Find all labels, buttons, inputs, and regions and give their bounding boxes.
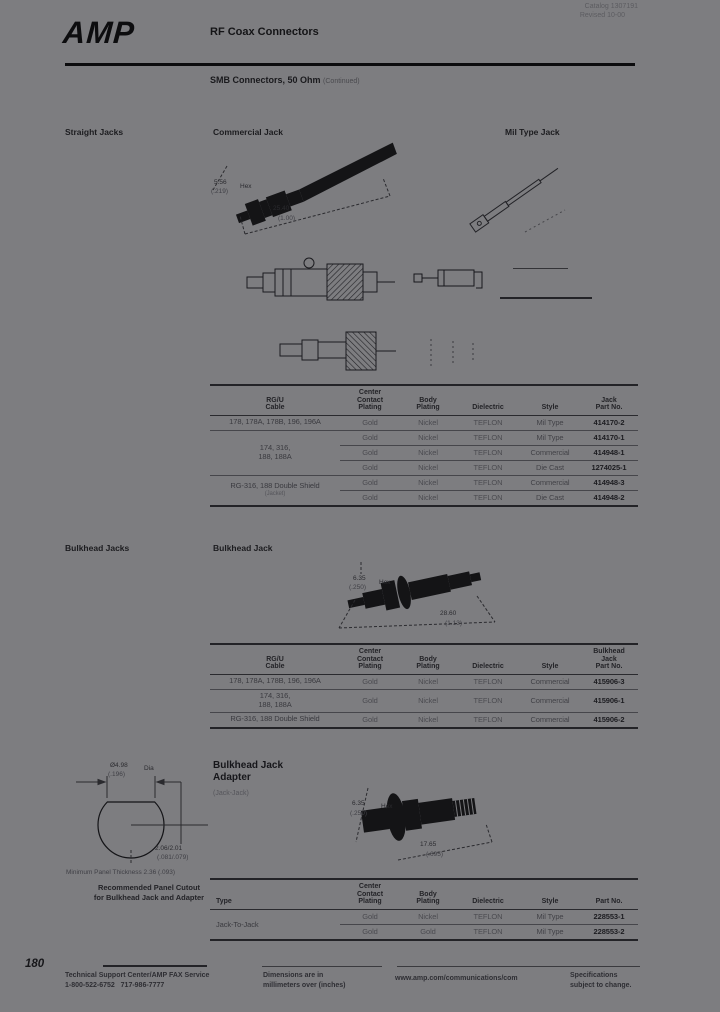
- cell-dielectric: TEFLON: [473, 912, 503, 921]
- dim-cutout-offset-mm: 2.06/2.01: [155, 845, 183, 852]
- cell-body: Nickel: [418, 677, 438, 686]
- col-style: Style: [520, 879, 580, 909]
- dim-cutout-dia-mm: Ø4.98: [110, 762, 128, 769]
- cell-contact: Gold: [362, 418, 378, 427]
- table-row: [210, 712, 638, 728]
- cell-body: Nickel: [400, 475, 456, 490]
- cable-clamp-cross-section: [278, 326, 408, 376]
- hidden-line-marks: [425, 335, 485, 370]
- footer-support-phone: 1-800-522-6752 717-986-7777: [65, 981, 165, 989]
- cell-style: Commercial: [520, 475, 580, 490]
- cell-dielectric: TEFLON: [456, 924, 520, 940]
- commercial-jack-photo: [205, 138, 415, 248]
- cell-dielectric: TEFLON: [456, 475, 520, 490]
- dim-adapter-len-in: (.695): [426, 851, 443, 858]
- catalog-revised: Revised 10-00: [579, 12, 625, 19]
- col-center-contact: Center Contact Plating: [340, 644, 400, 674]
- cell-contact: Gold: [340, 689, 400, 712]
- header-rule: [65, 63, 635, 66]
- section-straight-jacks: Straight Jacks: [65, 127, 124, 137]
- straight-jacks-table: [210, 384, 638, 507]
- table-header-row: [210, 644, 638, 674]
- cell-style: Mil Type: [536, 912, 564, 921]
- col-style: Style: [520, 385, 580, 415]
- cell-dielectric: TEFLON: [456, 445, 520, 460]
- amp-logo: AMP: [61, 15, 137, 50]
- table-row: [210, 415, 638, 430]
- dim-adapter-len-mm: 17.65: [420, 841, 437, 848]
- footer-website: www.amp.com/communications/com: [395, 975, 518, 982]
- cell-cable: 178, 178A, 178B, 196, 196A: [229, 676, 321, 686]
- col-rgu-cable: RG/U Cable: [210, 644, 340, 674]
- cell-cable: 178, 178A, 178B, 196, 196A: [229, 417, 321, 427]
- cutout-caption-line2: for Bulkhead Jack and Adapter: [93, 892, 205, 902]
- adapter-title-line1: Bulkhead Jack: [213, 760, 284, 771]
- dim-cutout-dia-word: Dia: [144, 765, 154, 772]
- cell-contact: Gold: [340, 475, 400, 490]
- dim-cutout-offset-in: (.081/.079): [157, 854, 189, 861]
- dim-bulkhead-len-in: (1.13): [445, 620, 462, 627]
- cell-style: Mil Type: [520, 924, 580, 940]
- table-row: [210, 909, 638, 924]
- col-dielectric: Dielectric: [456, 879, 520, 909]
- dim-commercial-len-in: (1.00): [278, 215, 295, 222]
- table-row: [210, 475, 638, 490]
- jack-outline-drawing: [412, 258, 487, 308]
- cutout-note: Minimum Panel Thickness 2.36 (.093): [66, 869, 175, 876]
- cell-contact: Gold: [362, 677, 378, 686]
- col-bulkhead-part-no: Bulkhead Jack Part No.: [580, 644, 638, 674]
- cell-contact: Gold: [340, 712, 400, 728]
- col-style: Style: [520, 644, 580, 674]
- bulkhead-jacks-table-wrap: [210, 643, 638, 729]
- cell-dielectric: TEFLON: [456, 430, 520, 445]
- col-body-plating: Body Plating: [400, 385, 456, 415]
- col-rgu-cable: RG/U Cable: [210, 385, 340, 415]
- cell-style: Die Cast: [520, 460, 580, 475]
- subtitle-note: (Continued): [323, 78, 360, 85]
- table-row: [210, 674, 638, 689]
- section-bulkhead-jacks: Bulkhead Jacks: [65, 543, 130, 553]
- dim-bulkhead-hex-mm: 6.35: [353, 575, 366, 582]
- cell-style: Mil Type: [536, 418, 564, 427]
- cell-part: 414948-3: [580, 475, 638, 490]
- cell-contact: Gold: [340, 445, 400, 460]
- cutout-caption: [64, 883, 234, 902]
- adapter-table: [210, 878, 638, 941]
- cell-part: 414170-2: [593, 418, 625, 427]
- cell-dielectric: TEFLON: [456, 712, 520, 728]
- dim-adapter-hex-in: (.250): [350, 810, 367, 817]
- page-number: 180: [25, 958, 45, 970]
- cell-part: 414170-1: [580, 430, 638, 445]
- dim-bulkhead-hex-word: Hex: [379, 579, 391, 586]
- table-header-row: [210, 385, 638, 415]
- cell-dielectric: TEFLON: [456, 460, 520, 475]
- cell-dielectric: TEFLON: [473, 677, 503, 686]
- cell-style: Mil Type: [520, 430, 580, 445]
- cell-cable: RG-316, 188 Double Shield (Jacket): [210, 475, 340, 506]
- cell-style: Commercial: [520, 689, 580, 712]
- footer-dimensions-note: [263, 971, 345, 990]
- footer-rule: [103, 965, 207, 967]
- cell-contact: Gold: [340, 490, 400, 506]
- catalog-info: [470, 2, 638, 20]
- footer-rule: [397, 966, 640, 967]
- dim-adapter-hex-mm: 6.35: [352, 800, 365, 807]
- straight-jacks-table-wrap: [210, 384, 638, 507]
- adapter-title-line2: Adapter: [213, 772, 251, 783]
- cell-part: 414948-2: [580, 490, 638, 506]
- cell-part: 414948-1: [580, 445, 638, 460]
- col-body-plating: Body Plating: [400, 644, 456, 674]
- cell-body: Nickel: [418, 912, 438, 921]
- dim-commercial-hex-word: Hex: [240, 183, 252, 190]
- footer-dims-line2: millimeters over (inches): [263, 981, 346, 989]
- cell-type: Jack-To-Jack: [216, 919, 259, 929]
- table-row: [210, 430, 638, 445]
- bulkhead-adapter-photo: [340, 762, 510, 874]
- cell-part: 1274025-1: [580, 460, 638, 475]
- cell-body: Nickel: [418, 418, 438, 427]
- cell-part: 415906-3: [593, 677, 625, 686]
- cell-dielectric: TEFLON: [473, 418, 503, 427]
- col-center-contact: Center Contact Plating: [340, 879, 400, 909]
- cell-cable: 174, 316, 188, 188A: [210, 430, 340, 475]
- col-part-no: Part No.: [580, 879, 638, 909]
- subtitle-text: SMB Connectors, 50 Ohm: [210, 75, 321, 85]
- cell-body: Nickel: [400, 490, 456, 506]
- footer-specs-line1: Specifications: [570, 972, 618, 979]
- bulkhead-jacks-table: [210, 643, 638, 729]
- cell-part: 228553-2: [580, 924, 638, 940]
- mil-type-jack-drawing: [455, 150, 580, 245]
- cell-body: Nickel: [400, 445, 456, 460]
- reference-line: [500, 297, 592, 299]
- col-dielectric: Dielectric: [456, 385, 520, 415]
- dim-bulkhead-hex-in: (.250): [349, 584, 366, 591]
- footer-rule: [262, 966, 382, 967]
- dim-bulkhead-len-mm: 28.60: [440, 610, 457, 617]
- dim-commercial-hex-mm: 5.56: [214, 179, 227, 186]
- jack-cross-section-drawing: [243, 252, 423, 314]
- col-part-no: Jack Part No.: [580, 385, 638, 415]
- label-commercial-jack: Commercial Jack: [213, 127, 283, 137]
- col-type: Type: [210, 879, 340, 909]
- cell-contact: Gold: [340, 430, 400, 445]
- label-bulkhead-jack: Bulkhead Jack: [213, 543, 273, 553]
- cell-style: Commercial: [520, 445, 580, 460]
- cell-part: 228553-1: [593, 912, 625, 921]
- reference-line: [513, 268, 568, 269]
- footer-specs-line2: subject to change.: [570, 981, 632, 989]
- dim-adapter-hex-word: Hex: [381, 803, 393, 810]
- adapter-table-wrap: [210, 878, 638, 941]
- cell-style: Commercial: [520, 712, 580, 728]
- cell-body: Nickel: [400, 712, 456, 728]
- cell-part: 415906-1: [580, 689, 638, 712]
- col-body-plating: Body Plating: [400, 879, 456, 909]
- adapter-title: [213, 760, 283, 784]
- dim-commercial-hex-in: (.219): [211, 188, 228, 195]
- cutout-caption-line1: Recommended Panel Cutout: [97, 883, 201, 892]
- footer-support: [65, 971, 209, 990]
- cell-cable: RG-316, 188 Double Shield: [210, 712, 340, 728]
- catalog-number: Catalog 1307191: [584, 3, 638, 10]
- cell-style: Die Cast: [520, 490, 580, 506]
- cell-dielectric: TEFLON: [456, 490, 520, 506]
- cell-cable: 174, 316, 188, 188A: [210, 689, 340, 712]
- cell-contact: Gold: [340, 460, 400, 475]
- cell-body: Nickel: [400, 430, 456, 445]
- cell-dielectric: TEFLON: [456, 689, 520, 712]
- adapter-subtitle: (Jack-Jack): [213, 790, 249, 797]
- label-mil-type-jack: Mil Type Jack: [505, 127, 560, 137]
- dim-commercial-len-mm: 25.40: [273, 205, 290, 212]
- col-center-contact: Center Contact Plating: [340, 385, 400, 415]
- cell-style: Commercial: [530, 677, 570, 686]
- page-title: RF Coax Connectors: [210, 26, 319, 38]
- panel-cutout-drawing: [68, 752, 218, 880]
- cell-body: Nickel: [400, 689, 456, 712]
- cell-body: Gold: [400, 924, 456, 940]
- table-header-row: [210, 879, 638, 909]
- cell-contact: Gold: [362, 912, 378, 921]
- footer-support-line1: Technical Support Center/AMP FAX Service: [65, 972, 210, 979]
- footer-specs-note: [570, 971, 631, 990]
- footer-dims-line1: Dimensions are in: [263, 972, 324, 979]
- cell-part: 415906-2: [580, 712, 638, 728]
- cell-body: Nickel: [400, 460, 456, 475]
- col-dielectric: Dielectric: [456, 644, 520, 674]
- dim-cutout-dia-in: (.196): [108, 771, 125, 778]
- cell-contact: Gold: [340, 924, 400, 940]
- table-row: [210, 689, 638, 712]
- page-subtitle: [210, 75, 360, 85]
